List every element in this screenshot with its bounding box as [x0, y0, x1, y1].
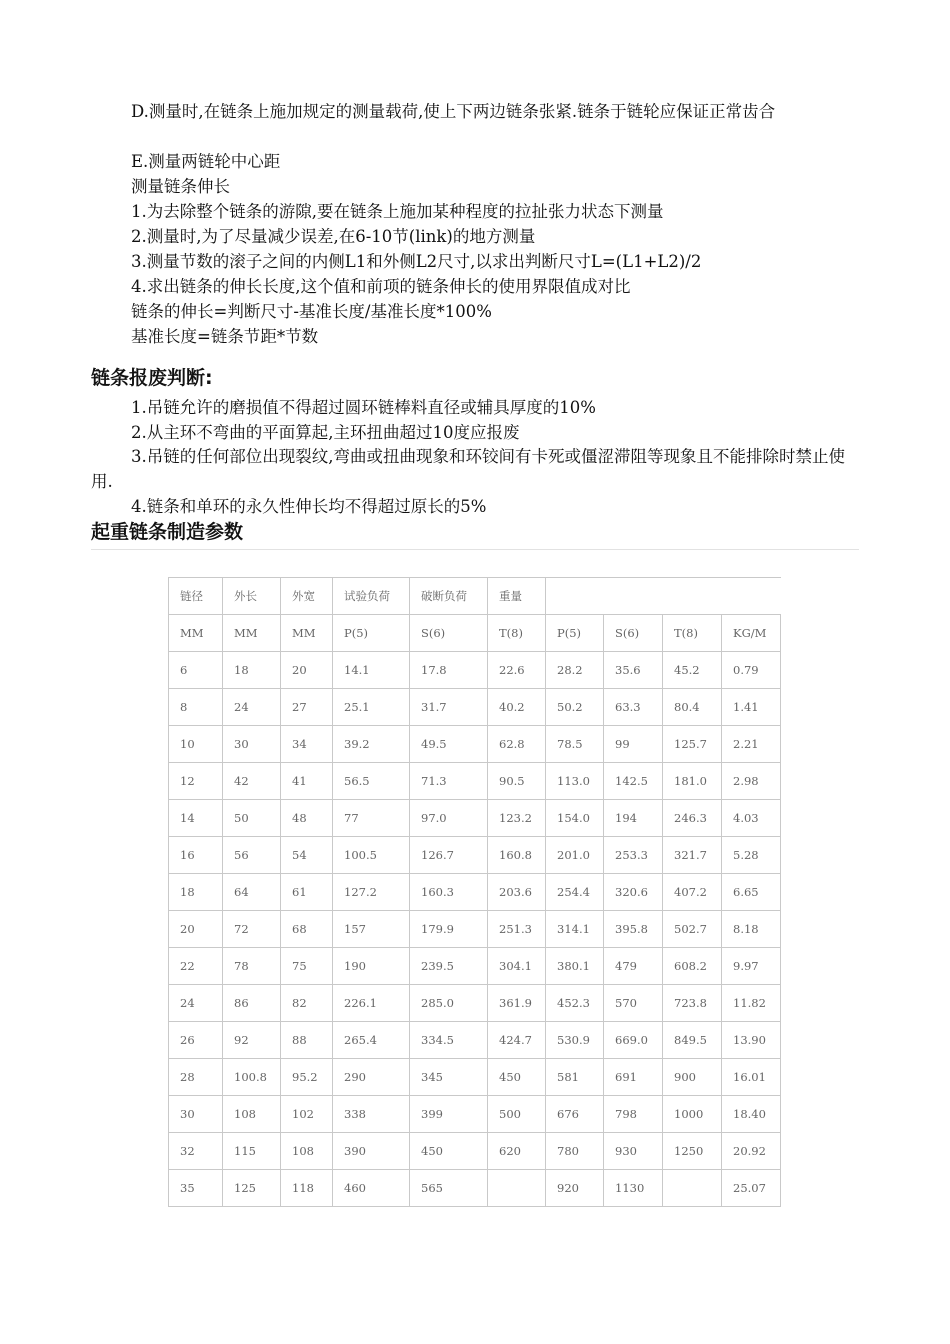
- table-cell: 407.2: [663, 874, 722, 911]
- table-cell: 78.5: [546, 726, 604, 763]
- table-cell: 1000: [663, 1096, 722, 1133]
- table-cell: 479: [604, 948, 663, 985]
- table-cell: 6.65: [722, 874, 781, 911]
- unit-cell: MM: [223, 615, 281, 652]
- table-cell: 930: [604, 1133, 663, 1170]
- table-row: [169, 726, 781, 763]
- header-cell: 重量: [488, 578, 546, 615]
- table-cell: 338: [333, 1096, 410, 1133]
- table-cell: 77: [333, 800, 410, 837]
- table-row: [169, 689, 781, 726]
- table-cell: 160.3: [410, 874, 488, 911]
- unit-cell: MM: [281, 615, 333, 652]
- table-cell: 28.2: [546, 652, 604, 689]
- table-cell: 54: [281, 837, 333, 874]
- table-cell: 27: [281, 689, 333, 726]
- table-cell: 157: [333, 911, 410, 948]
- table-cell: 20: [169, 911, 223, 948]
- table-row: [169, 1133, 781, 1170]
- table-row: [169, 911, 781, 948]
- table-cell: 97.0: [410, 800, 488, 837]
- table-cell: 265.4: [333, 1022, 410, 1059]
- table-cell: 452.3: [546, 985, 604, 1022]
- table-cell: 920: [546, 1170, 604, 1207]
- table-cell: 849.5: [663, 1022, 722, 1059]
- table-cell: 4.03: [722, 800, 781, 837]
- table-cell: 450: [488, 1059, 546, 1096]
- table-cell: 40.2: [488, 689, 546, 726]
- table-cell: [488, 1170, 546, 1207]
- table-cell: 14.1: [333, 652, 410, 689]
- table-cell: 113.0: [546, 763, 604, 800]
- table-cell: 62.8: [488, 726, 546, 763]
- table-row: [169, 874, 781, 911]
- table-header-row: [169, 578, 781, 615]
- header-cell: 外宽: [281, 578, 333, 615]
- header-cell: 外长: [223, 578, 281, 615]
- table-cell: 24: [223, 689, 281, 726]
- table-cell: 32: [169, 1133, 223, 1170]
- header-empty-cell: [546, 578, 781, 615]
- table-cell: 22.6: [488, 652, 546, 689]
- table-cell: 290: [333, 1059, 410, 1096]
- table-cell: 8.18: [722, 911, 781, 948]
- table-cell: 0.79: [722, 652, 781, 689]
- stretch-step-3: 3.测量节数的滚子之间的内侧L1和外侧L2尺寸,以求出判断尺寸L=(L1+L2)/2: [131, 252, 702, 271]
- table-cell: 34: [281, 726, 333, 763]
- unit-cell: S(6): [604, 615, 663, 652]
- table-cell: 108: [281, 1133, 333, 1170]
- table-cell: 35.6: [604, 652, 663, 689]
- table-cell: 82: [281, 985, 333, 1022]
- table-cell: 25.1: [333, 689, 410, 726]
- table-cell: 253.3: [604, 837, 663, 874]
- table-cell: 450: [410, 1133, 488, 1170]
- table-cell: 179.9: [410, 911, 488, 948]
- scrap-item-1: 1.吊链允许的磨损值不得超过圆环链棒料直径或辅具厚度的10%: [131, 398, 596, 417]
- table-cell: 22: [169, 948, 223, 985]
- table-cell: 18.40: [722, 1096, 781, 1133]
- table-cell: 126.7: [410, 837, 488, 874]
- table-cell: 115: [223, 1133, 281, 1170]
- table-cell: 226.1: [333, 985, 410, 1022]
- table-cell: 399: [410, 1096, 488, 1133]
- table-cell: 6: [169, 652, 223, 689]
- table-cell: 18: [223, 652, 281, 689]
- table-cell: 304.1: [488, 948, 546, 985]
- unit-cell: T(8): [663, 615, 722, 652]
- table-cell: 125.7: [663, 726, 722, 763]
- table-cell: 86: [223, 985, 281, 1022]
- table-cell: 390: [333, 1133, 410, 1170]
- table-cell: 320.6: [604, 874, 663, 911]
- stretch-formula-2: 基准长度=链条节距*节数: [131, 327, 319, 346]
- table-unit-row: [169, 615, 781, 652]
- table-cell: 102: [281, 1096, 333, 1133]
- stretch-title: 测量链条伸长: [131, 177, 230, 196]
- measure-step-e: E.测量两链轮中心距: [131, 152, 281, 171]
- heading-divider: [91, 549, 859, 550]
- table-cell: 50: [223, 800, 281, 837]
- table-cell: 45.2: [663, 652, 722, 689]
- table-cell: 798: [604, 1096, 663, 1133]
- table-row: [169, 763, 781, 800]
- table-cell: 108: [223, 1096, 281, 1133]
- table-cell: 100.5: [333, 837, 410, 874]
- table-cell: 723.8: [663, 985, 722, 1022]
- table-cell: 2.98: [722, 763, 781, 800]
- table-cell: 154.0: [546, 800, 604, 837]
- header-cell: 试验负荷: [333, 578, 410, 615]
- table-cell: 10: [169, 726, 223, 763]
- table-cell: 13.90: [722, 1022, 781, 1059]
- table-cell: 361.9: [488, 985, 546, 1022]
- table-cell: [663, 1170, 722, 1207]
- table-row: [169, 837, 781, 874]
- table-row: [169, 800, 781, 837]
- table-cell: 460: [333, 1170, 410, 1207]
- chain-params-table: [168, 577, 781, 1207]
- table-cell: 17.8: [410, 652, 488, 689]
- table-cell: 9.97: [722, 948, 781, 985]
- table-cell: 20.92: [722, 1133, 781, 1170]
- header-cell: 链径: [169, 578, 223, 615]
- table-row: [169, 1170, 781, 1207]
- table-cell: 565: [410, 1170, 488, 1207]
- table-cell: 48: [281, 800, 333, 837]
- table-cell: 1130: [604, 1170, 663, 1207]
- table-cell: 16.01: [722, 1059, 781, 1096]
- table-cell: 50.2: [546, 689, 604, 726]
- stretch-step-1: 1.为去除整个链条的游隙,要在链条上施加某种程度的拉扯张力状态下测量: [131, 202, 664, 221]
- header-cell: 破断负荷: [410, 578, 488, 615]
- table-cell: 71.3: [410, 763, 488, 800]
- stretch-formula-1: 链条的伸长=判断尺寸-基准长度/基准长度*100%: [131, 302, 492, 321]
- table-cell: 900: [663, 1059, 722, 1096]
- table-cell: 16: [169, 837, 223, 874]
- table-cell: 100.8: [223, 1059, 281, 1096]
- stretch-step-4: 4.求出链条的伸长长度,这个值和前项的链条伸长的使用界限值成对比: [131, 277, 631, 296]
- table-cell: 285.0: [410, 985, 488, 1022]
- table-cell: 39.2: [333, 726, 410, 763]
- table-cell: 246.3: [663, 800, 722, 837]
- scrap-item-4: 4.链条和单环的永久性伸长均不得超过原长的5%: [131, 497, 487, 516]
- table-cell: 2.21: [722, 726, 781, 763]
- table-cell: 56: [223, 837, 281, 874]
- table-cell: 92: [223, 1022, 281, 1059]
- table-cell: 42: [223, 763, 281, 800]
- table-cell: 63.3: [604, 689, 663, 726]
- table-cell: 24: [169, 985, 223, 1022]
- table-cell: 31.7: [410, 689, 488, 726]
- stretch-step-2: 2.测量时,为了尽量减少误差,在6-10节(link)的地方测量: [131, 227, 536, 246]
- table-cell: 190: [333, 948, 410, 985]
- table-cell: 30: [223, 726, 281, 763]
- table-cell: 18: [169, 874, 223, 911]
- table-cell: 345: [410, 1059, 488, 1096]
- table-cell: 239.5: [410, 948, 488, 985]
- table-cell: 380.1: [546, 948, 604, 985]
- table-cell: 20: [281, 652, 333, 689]
- table-cell: 780: [546, 1133, 604, 1170]
- table-cell: 203.6: [488, 874, 546, 911]
- table-cell: 68: [281, 911, 333, 948]
- table-cell: 181.0: [663, 763, 722, 800]
- unit-cell: MM: [169, 615, 223, 652]
- table-cell: 72: [223, 911, 281, 948]
- table-cell: 25.07: [722, 1170, 781, 1207]
- table-cell: 1250: [663, 1133, 722, 1170]
- table-cell: 502.7: [663, 911, 722, 948]
- table-cell: 14: [169, 800, 223, 837]
- table-row: [169, 1096, 781, 1133]
- table-cell: 620: [488, 1133, 546, 1170]
- table-cell: 395.8: [604, 911, 663, 948]
- table-cell: 49.5: [410, 726, 488, 763]
- table-cell: 78: [223, 948, 281, 985]
- table-cell: 125: [223, 1170, 281, 1207]
- table-row: [169, 1022, 781, 1059]
- table-cell: 12: [169, 763, 223, 800]
- table-cell: 30: [169, 1096, 223, 1133]
- table-cell: 669.0: [604, 1022, 663, 1059]
- table-cell: 35: [169, 1170, 223, 1207]
- table-row: [169, 652, 781, 689]
- table-cell: 334.5: [410, 1022, 488, 1059]
- scrap-heading: 链条报废判断:: [91, 367, 213, 389]
- table-cell: 194: [604, 800, 663, 837]
- table-cell: 8: [169, 689, 223, 726]
- table-cell: 321.7: [663, 837, 722, 874]
- unit-cell: S(6): [410, 615, 488, 652]
- scrap-item-2: 2.从主环不弯曲的平面算起,主环扭曲超过10度应报废: [131, 423, 520, 442]
- table-cell: 424.7: [488, 1022, 546, 1059]
- table-row: [169, 1059, 781, 1096]
- table-cell: 691: [604, 1059, 663, 1096]
- unit-cell: P(5): [546, 615, 604, 652]
- table-cell: 676: [546, 1096, 604, 1133]
- unit-cell: P(5): [333, 615, 410, 652]
- unit-cell: KG/M: [722, 615, 781, 652]
- table-cell: 80.4: [663, 689, 722, 726]
- params-heading: 起重链条制造参数: [91, 521, 244, 543]
- table-cell: 28: [169, 1059, 223, 1096]
- scrap-item-3: 3.吊链的任何部位出现裂纹,弯曲或扭曲现象和环铰间有卡死或僵涩滞阻等现象且不能排除时禁止使用.: [91, 447, 845, 491]
- table-cell: 530.9: [546, 1022, 604, 1059]
- table-cell: 11.82: [722, 985, 781, 1022]
- table-cell: 608.2: [663, 948, 722, 985]
- table-cell: 1.41: [722, 689, 781, 726]
- table-cell: 570: [604, 985, 663, 1022]
- table-cell: 160.8: [488, 837, 546, 874]
- table-cell: 95.2: [281, 1059, 333, 1096]
- table-cell: 41: [281, 763, 333, 800]
- table-cell: 5.28: [722, 837, 781, 874]
- table-cell: 56.5: [333, 763, 410, 800]
- table-cell: 142.5: [604, 763, 663, 800]
- table-cell: 26: [169, 1022, 223, 1059]
- table-cell: 64: [223, 874, 281, 911]
- table-cell: 314.1: [546, 911, 604, 948]
- table-cell: 201.0: [546, 837, 604, 874]
- table-cell: 123.2: [488, 800, 546, 837]
- table-cell: 88: [281, 1022, 333, 1059]
- table-cell: 254.4: [546, 874, 604, 911]
- table-cell: 75: [281, 948, 333, 985]
- table-cell: 127.2: [333, 874, 410, 911]
- table-cell: 581: [546, 1059, 604, 1096]
- table-cell: 99: [604, 726, 663, 763]
- table-cell: 251.3: [488, 911, 546, 948]
- table-cell: 90.5: [488, 763, 546, 800]
- table-row: [169, 948, 781, 985]
- table-cell: 61: [281, 874, 333, 911]
- table-cell: 500: [488, 1096, 546, 1133]
- table-cell: 118: [281, 1170, 333, 1207]
- table-row: [169, 985, 781, 1022]
- unit-cell: T(8): [488, 615, 546, 652]
- measure-step-d: D.测量时,在链条上施加规定的测量载荷,使上下两边链条张紧.链条于链轮应保证正常齿合: [131, 102, 776, 121]
